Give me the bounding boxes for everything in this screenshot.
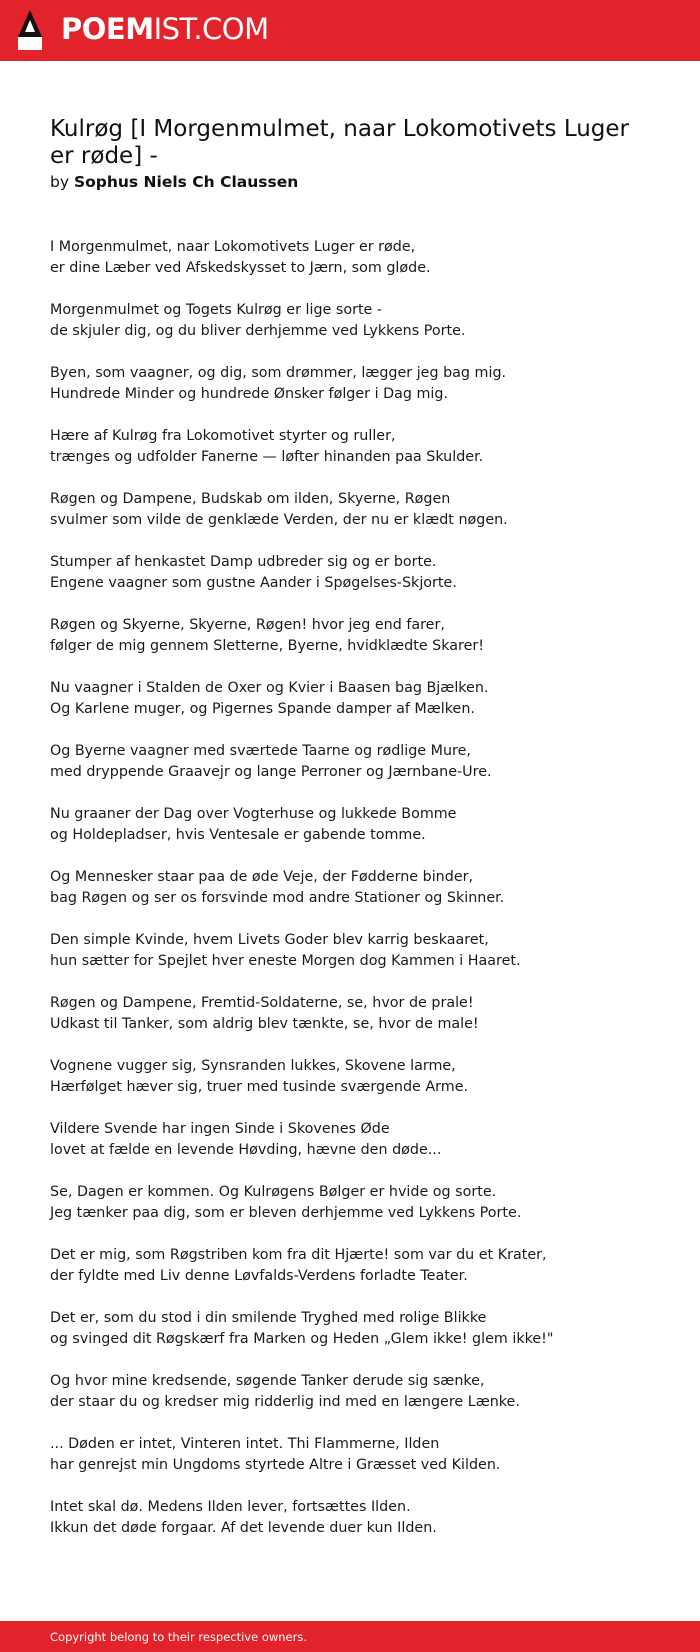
poem-line: Stumper af henkastet Damp udbreder sig og er borte. (50, 554, 437, 570)
poem-line: Nu vaagner i Stalden de Oxer og Kvier i Baasen bag Bjælken. (50, 680, 489, 696)
poem-line: Morgenmulmet og Togets Kulrøg er lige sorte - (50, 302, 383, 318)
stanza (50, 1371, 650, 1413)
poem-line: Og Karlene muger, og Pigernes Spande damper af Mælken. (50, 701, 475, 717)
site-header (0, 0, 700, 61)
stanza (50, 363, 650, 405)
stanza (50, 867, 650, 909)
stanza (50, 993, 650, 1035)
by-label: by (50, 173, 70, 191)
poem-line: med dryppende Graavejr og lange Perroner og Jærnbane-Ure. (50, 764, 492, 780)
poem-line: Det er mig, som Røgstriben kom fra dit Hjærte! som var du et Krater, (50, 1247, 547, 1263)
poem-line: Røgen og Skyerne, Skyerne, Røgen! hvor jeg end farer, (50, 617, 445, 633)
poem-line: ... Døden er intet, Vinteren intet. Thi Flammerne, Ilden (50, 1436, 440, 1452)
stanza (50, 741, 650, 783)
site-footer (0, 1621, 700, 1652)
stanza (50, 237, 650, 279)
author-name: Sophus Niels Ch Claussen (73, 173, 299, 191)
poem-line: de skjuler dig, og du bliver derhjemme ved Lykkens Porte. (50, 323, 466, 339)
poem-line: Byen, som vaagner, og dig, som drømmer, lægger jeg bag mig. (50, 365, 507, 381)
stanza (50, 552, 650, 594)
poem-line: og Holdepladser, hvis Ventesale er gabende tomme. (50, 827, 426, 843)
stanza (50, 1056, 650, 1098)
stanza (50, 804, 650, 846)
poem-line: Og hvor mine kredsende, søgende Tanker derude sig sænke, (50, 1373, 485, 1389)
poem-line: Nu graaner der Dag over Vogterhuse og lukkede Bomme (50, 806, 457, 822)
poem-line: Vildere Svende har ingen Sinde i Skovenes Øde (50, 1121, 390, 1137)
poem-line: er dine Læber ved Afskedskysset to Jærn, som gløde. (50, 260, 431, 276)
stanza (50, 489, 650, 531)
poem-line: lovet at fælde en levende Høvding, hævne den døde... (50, 1142, 442, 1158)
poem-line: Se, Dagen er kommen. Og Kulrøgens Bølger er hvide og sorte. (50, 1184, 497, 1200)
poem-line: følger de mig gennem Sletterne, Byerne, hvidklædte Skarer! (50, 638, 485, 654)
poem-line: Intet skal dø. Medens Ilden lever, fortsættes Ilden. (50, 1499, 411, 1515)
poem-content (50, 116, 650, 1560)
poem-line: I Morgenmulmet, naar Lokomotivets Luger er røde, (50, 239, 416, 255)
stanza (50, 615, 650, 657)
poem-body (50, 237, 650, 1539)
stanza (50, 1308, 650, 1350)
poem-line: har genrejst min Ungdoms styrtede Altre i Græsset ved Kilden. (50, 1457, 501, 1473)
copyright-text: Copyright belong to their respective owners. (50, 1630, 308, 1644)
pencil-logo-icon[interactable] (17, 10, 43, 50)
poem-line: bag Røgen og ser os forsvinde mod andre Stationer og Skinner. (50, 890, 505, 906)
poem-line: Den simple Kvinde, hvem Livets Goder blev karrig beskaaret, (50, 932, 489, 948)
site-logo[interactable] (61, 11, 269, 47)
poem-line: Hundrede Minder og hundrede Ønsker følger i Dag mig. (50, 386, 449, 402)
poem-line: trænges og udfolder Fanerne — løfter hinanden paa Skulder. (50, 449, 484, 465)
poem-line: og svinged dit Røgskærf fra Marken og Heden „Glem ikke! glem ikke!" (50, 1331, 554, 1347)
poem-line: Hære af Kulrøg fra Lokomotivet styrter og ruller, (50, 428, 396, 444)
stanza (50, 1119, 650, 1161)
poem-line: Jeg tænker paa dig, som er bleven derhjemme ved Lykkens Porte. (50, 1205, 522, 1221)
stanza (50, 1182, 650, 1224)
poem-line: Og Byerne vaagner med sværtede Taarne og rødlige Mure, (50, 743, 471, 759)
poem-line: hun sætter for Spejlet hver eneste Morgen dog Kammen i Haaret. (50, 953, 521, 969)
stanza (50, 1497, 650, 1539)
poem-line: Det er, som du stod i din smilende Tryghed med rolige Blikke (50, 1310, 487, 1326)
stanza (50, 678, 650, 720)
stanza (50, 1245, 650, 1287)
poem-line: svulmer som vilde de genklæde Verden, der nu er klædt nøgen. (50, 512, 508, 528)
poem-line: Ikkun det døde forgaar. Af det levende duer kun Ilden. (50, 1520, 437, 1536)
logo-light-text: IST.COM (153, 12, 269, 46)
stanza (50, 930, 650, 972)
byline (50, 171, 650, 193)
poem-title: Kulrøg [I Morgenmulmet, naar Lokomotivets Luger er røde] - (50, 116, 630, 169)
poem-line: Engene vaagner som gustne Aander i Spøgelses-Skjorte. (50, 575, 457, 591)
poem-line: Røgen og Dampene, Budskab om ilden, Skyerne, Røgen (50, 491, 451, 507)
poem-line: der staar du og kredser mig ridderlig ind med en længere Lænke. (50, 1394, 520, 1410)
poem-line: der fyldte med Liv denne Løvfalds-Verdens forladte Teater. (50, 1268, 468, 1284)
stanza (50, 300, 650, 342)
stanza (50, 426, 650, 468)
poem-line: Hærfølget hæver sig, truer med tusinde sværgende Arme. (50, 1079, 469, 1095)
stanza (50, 1434, 650, 1476)
poem-line: Vognene vugger sig, Synsranden lukkes, Skovene larme, (50, 1058, 456, 1074)
poem-line: Udkast til Tanker, som aldrig blev tænkte, se, hvor de male! (50, 1016, 479, 1032)
poem-line: Røgen og Dampene, Fremtid-Soldaterne, se, hvor de prale! (50, 995, 474, 1011)
logo-bold-text: POEM (61, 12, 154, 46)
poem-line: Og Mennesker staar paa de øde Veje, der Fødderne binder, (50, 869, 474, 885)
